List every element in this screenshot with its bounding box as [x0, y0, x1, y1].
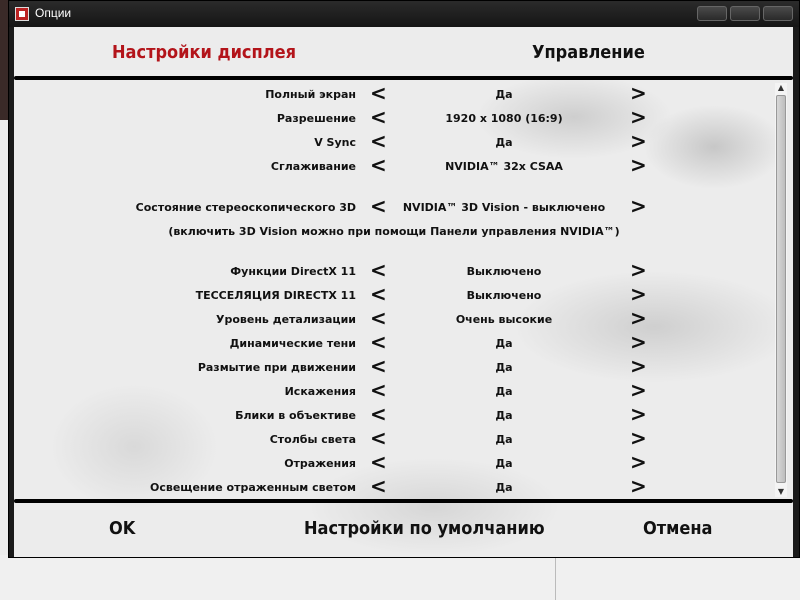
increase-arrow[interactable]: > — [630, 402, 647, 426]
setting-label: Освещение отраженным светом — [150, 481, 356, 494]
setting-value: Да — [495, 361, 513, 374]
scrollbar-thumb[interactable] — [776, 95, 786, 483]
setting-row-reflections — [14, 450, 774, 475]
decrease-arrow[interactable]: < — [370, 153, 387, 177]
setting-label: V Sync — [314, 136, 356, 149]
window-title: Опции — [35, 6, 72, 20]
setting-row-vsync — [14, 129, 774, 154]
setting-row-resolution — [14, 105, 774, 130]
setting-label: Размытие при движении — [197, 361, 356, 374]
setting-row-lens-flare — [14, 402, 774, 427]
setting-value: Да — [495, 433, 513, 446]
setting-label: Состояние стереоскопического 3D — [135, 201, 356, 214]
setting-label: Отражения — [284, 457, 356, 470]
increase-arrow[interactable]: > — [630, 378, 647, 402]
close-button[interactable] — [763, 6, 793, 21]
increase-arrow[interactable]: > — [630, 450, 647, 474]
increase-arrow[interactable]: > — [630, 81, 647, 105]
bottom-divider — [14, 499, 793, 503]
setting-value: Да — [495, 88, 513, 101]
increase-arrow[interactable]: > — [630, 330, 647, 354]
decrease-arrow[interactable]: < — [370, 282, 387, 306]
title-bar[interactable] — [9, 1, 799, 27]
ok-button[interactable]: OK — [109, 518, 136, 539]
setting-value: Выключено — [466, 265, 542, 278]
setting-value: Выключено — [466, 289, 542, 302]
decrease-arrow[interactable]: < — [370, 402, 387, 426]
setting-label: Столбы света — [269, 433, 356, 446]
increase-arrow[interactable]: > — [630, 474, 647, 498]
decrease-arrow[interactable]: < — [370, 105, 387, 129]
setting-label: Сглаживание — [270, 160, 356, 173]
setting-value: Да — [495, 337, 513, 350]
decrease-arrow[interactable]: < — [370, 354, 387, 378]
setting-value: NVIDIA™ 3D Vision - выключено — [402, 201, 606, 214]
setting-row-motion-blur — [14, 354, 774, 379]
setting-row-stereo-3d — [14, 194, 774, 219]
setting-value: Да — [495, 136, 513, 149]
decrease-arrow[interactable]: < — [370, 474, 387, 498]
setting-value: Очень высокие — [455, 313, 553, 326]
setting-row-detail-level — [14, 306, 774, 331]
setting-value: Да — [495, 457, 513, 470]
setting-row-light-shafts — [14, 426, 774, 451]
setting-label: Искажения — [284, 385, 356, 398]
decrease-arrow[interactable]: < — [370, 378, 387, 402]
background-bottom — [0, 555, 800, 600]
decrease-arrow[interactable]: < — [370, 81, 387, 105]
decrease-arrow[interactable]: < — [370, 194, 387, 218]
maximize-button[interactable] — [730, 6, 760, 21]
decrease-arrow[interactable]: < — [370, 306, 387, 330]
increase-arrow[interactable]: > — [630, 354, 647, 378]
tab-controls[interactable]: Управление — [532, 42, 645, 63]
setting-label: Разрешение — [276, 112, 356, 125]
setting-row-antialiasing — [14, 153, 774, 178]
settings-scrollbar[interactable] — [775, 83, 787, 497]
increase-arrow[interactable]: > — [630, 153, 647, 177]
increase-arrow[interactable]: > — [630, 194, 647, 218]
setting-label: Функции DirectX 11 — [230, 265, 356, 278]
scroll-down-arrow-icon[interactable]: ▼ — [777, 487, 785, 496]
setting-value: Да — [495, 481, 513, 494]
setting-row-tessellation — [14, 282, 774, 307]
setting-label: Полный экран — [265, 88, 356, 101]
setting-label: ТЕССЕЛЯЦИЯ DIRECTX 11 — [195, 289, 356, 302]
setting-value: Да — [495, 409, 513, 422]
setting-row-fullscreen — [14, 81, 774, 106]
scroll-up-arrow-icon[interactable]: ▲ — [777, 83, 785, 92]
settings-list — [14, 79, 774, 497]
defaults-button[interactable]: Настройки по умолчанию — [304, 518, 545, 539]
decrease-arrow[interactable]: < — [370, 330, 387, 354]
increase-arrow[interactable]: > — [630, 129, 647, 153]
increase-arrow[interactable]: > — [630, 426, 647, 450]
cancel-button[interactable]: Отмена — [643, 518, 713, 539]
options-panel — [14, 27, 793, 557]
increase-arrow[interactable]: > — [630, 105, 647, 129]
setting-label: Блики в объективе — [235, 409, 356, 422]
minimize-button[interactable] — [697, 6, 727, 21]
window-controls — [697, 6, 793, 21]
decrease-arrow[interactable]: < — [370, 426, 387, 450]
setting-row-distortion — [14, 378, 774, 403]
decrease-arrow[interactable]: < — [370, 258, 387, 282]
options-window — [8, 0, 800, 558]
setting-label: Динамические тени — [229, 337, 356, 350]
stereo-3d-note: (включить 3D Vision можно при помощи Панели управления NVIDIA™) — [168, 225, 620, 238]
background-divider — [555, 555, 556, 600]
setting-value: Да — [495, 385, 513, 398]
setting-value: 1920 x 1080 (16:9) — [445, 112, 563, 125]
setting-row-directx11 — [14, 258, 774, 283]
increase-arrow[interactable]: > — [630, 282, 647, 306]
increase-arrow[interactable]: > — [630, 306, 647, 330]
setting-row-dynamic-shadows — [14, 330, 774, 355]
increase-arrow[interactable]: > — [630, 258, 647, 282]
tab-display-settings[interactable]: Настройки дисплея — [112, 42, 296, 63]
setting-row-bounce-lighting — [14, 474, 774, 499]
decrease-arrow[interactable]: < — [370, 450, 387, 474]
decrease-arrow[interactable]: < — [370, 129, 387, 153]
setting-label: Уровень детализации — [215, 313, 356, 326]
setting-value: NVIDIA™ 32x CSAA — [445, 160, 563, 173]
app-icon — [15, 7, 29, 21]
